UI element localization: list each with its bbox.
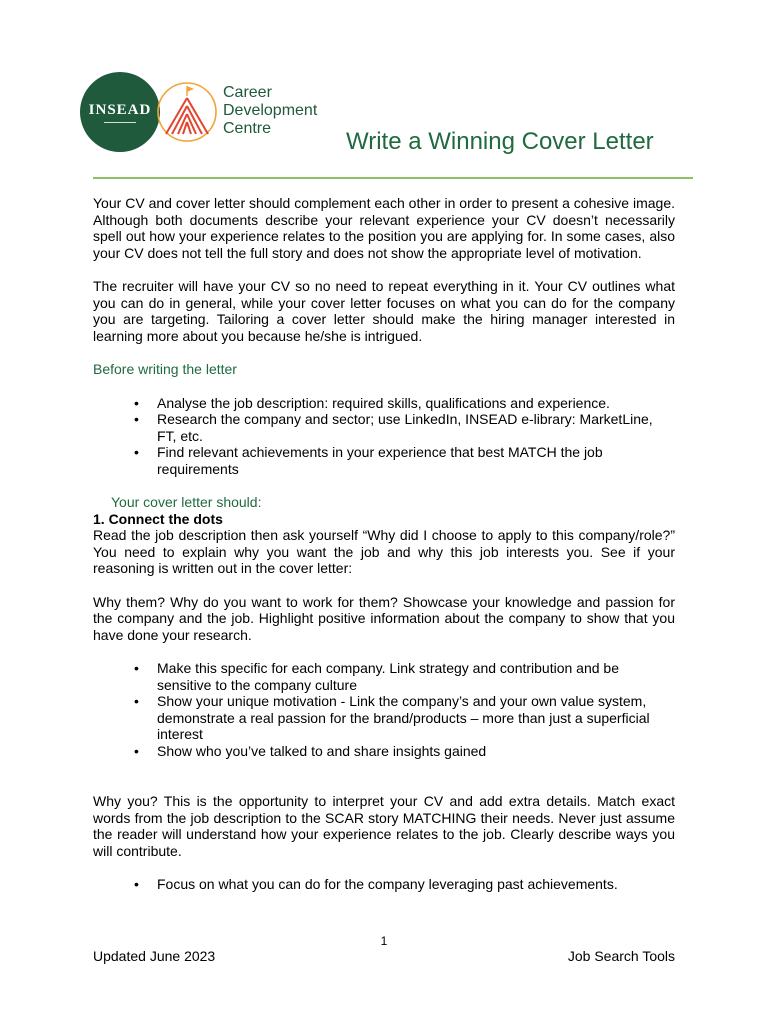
why-them-list: [93, 660, 675, 759]
list-item: • Show who you’ve talked to and share insights gained: [157, 743, 675, 760]
list-item: • Focus on what you can do for the company leveraging past achievements.: [157, 876, 675, 893]
why-you-paragraph: Why you? This is the opportunity to interpret your CV and add extra details. Match exact words from the job description to the SCAR story MATCHING their needs. Never just assume the reader will understand how your experience relates to the job. Clearly describe ways you will contribute.: [93, 793, 675, 859]
footer-updated-date: Updated June 2023: [93, 948, 216, 964]
career-centre-wordmark: [223, 84, 317, 138]
why-you-list: [93, 876, 675, 893]
cdc-line-3: Centre: [223, 120, 272, 137]
list-item: • Research the company and sector; use LinkedIn, INSEAD e-library: MarketLine, FT, etc.: [157, 411, 675, 444]
list-item: • Find relevant achievements in your experience that best MATCH the job requirements: [157, 444, 675, 477]
intro-paragraph-1: Your CV and cover letter should complement each other in order to present a cohesive image. Although both documents describe your relevant experience your CV doesn’t necessarily spell out how your experience relates to the position you are applying for. In some cases, also your CV does not tell the full story and does not show the appropriate level of motivation.: [93, 195, 675, 261]
cover-letter-should-heading: Your cover letter should:: [111, 494, 262, 510]
insead-logo: [80, 72, 160, 152]
before-writing-list: [93, 395, 675, 478]
connect-dots-paragraph: Read the job description then ask yourself “Why did I choose to apply to this company/role?” You need to explain why you want the job and why this job interests you. See if your reasoning is written out in the cover letter:: [93, 527, 675, 576]
document-body: [93, 195, 675, 893]
list-item: • Analyse the job description: required skills, qualifications and experience.: [157, 395, 675, 412]
logo-underline: [104, 122, 136, 123]
list-item: • Show your unique motivation - Link the company’s and your own value system, demonstrate a real passion for the brand/products – more than just a superficial interest: [157, 693, 675, 743]
connect-dots-subheading: 1. Connect the dots: [93, 510, 223, 527]
page-title: Write a Winning Cover Letter: [346, 128, 654, 155]
why-them-paragraph: Why them? Why do you want to work for them? Showcase your knowledge and passion for the company and the job. Highlight positive information about the company to show that you have done your research.: [93, 593, 675, 643]
cdc-line-1: Career: [223, 84, 272, 101]
cdc-line-2: Development: [223, 102, 318, 119]
intro-paragraph-2: The recruiter will have your CV so no need to repeat everything in it. Your CV outlines what you can do in general, while your cover letter focuses on what you can do for the company you are targeting. Tailoring a cover letter should make the hiring manager interested in learning more about you because he/she is intrigued.: [93, 278, 675, 344]
before-writing-heading: Before writing the letter: [93, 361, 237, 377]
footer-section-label: Job Search Tools: [567, 948, 675, 964]
insead-logo-text: INSEAD: [88, 101, 152, 118]
header-divider: [93, 177, 693, 179]
list-item: • Make this specific for each company. Link strategy and contribution and be sensitive to the company culture: [157, 660, 675, 693]
career-centre-mountain-icon: [156, 80, 218, 144]
page-number: 1: [380, 934, 388, 948]
